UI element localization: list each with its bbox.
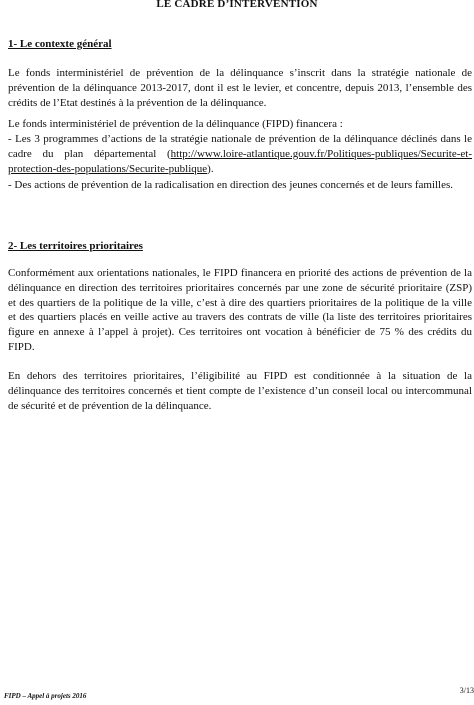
plan-departemental-link[interactable]: http://www.loire-atlantique.gouv.fr/Politiques-publiques/Securite-et-protection-des-populations/Securite-publique (8, 147, 472, 175)
footer-title: FIPD – Appel à projets 2016 (4, 692, 87, 700)
bullet-1-end: ). (207, 162, 214, 175)
section-1-heading: 1- Le contexte général (8, 38, 112, 50)
section-2-paragraph-1: Conformément aux orientations nationales, le FIPD financera en priorité des actions de prévention de la délinquance en direction des territoires prioritaires concernés par une zone de sécurité prioritaire (ZSP) et des quartiers de la politique de la ville, c’est à dire des quartiers prioritaires de la politique de la ville et des quartiers placés en veille active au travers des contrats de ville (la liste des territoires prioritaires figure en annexe à l’appel à projet). Ces territoires ont vocation à bénéficier de 75 % des crédits du FIPD. (8, 267, 472, 353)
section-1-paragraph-1: Le fonds interministériel de prévention de la délinquance s’inscrit dans la stratégie nationale de prévention de la délinquance 2013-2017, dont il est le levier, et concentre, depuis 2013, l’ensemble des crédits de l’Etat destinés à la prévention de la délinquance. (8, 67, 472, 109)
section-1-bullet-1 (8, 132, 472, 176)
page-number: 3/13 (459, 686, 474, 695)
section-2-heading: 2- Les territoires prioritaires (8, 240, 143, 252)
bullet-1-text: - Les 3 programmes d’actions de la stratégie nationale de prévention de la délinquance déclinés dans le cadre du plan départemental ( (8, 133, 472, 160)
section-1-bullet-2: - Des actions de prévention de la radicalisation en direction des jeunes concernés et de leurs familles. (8, 179, 454, 191)
section-2-paragraph-2: En dehors des territoires prioritaires, l’éligibilité au FIPD est conditionnée à la situation de la délinquance des territoires concernés et tient compte de l’existence d’un conseil local ou intercommunal de sécurité et de prévention de la délinquance. (8, 370, 472, 412)
section-1-paragraph-2: Le fonds interministériel de prévention de la délinquance (FIPD) financera : (8, 118, 343, 130)
page-title: LE CADRE D’INTERVENTION (156, 0, 318, 10)
